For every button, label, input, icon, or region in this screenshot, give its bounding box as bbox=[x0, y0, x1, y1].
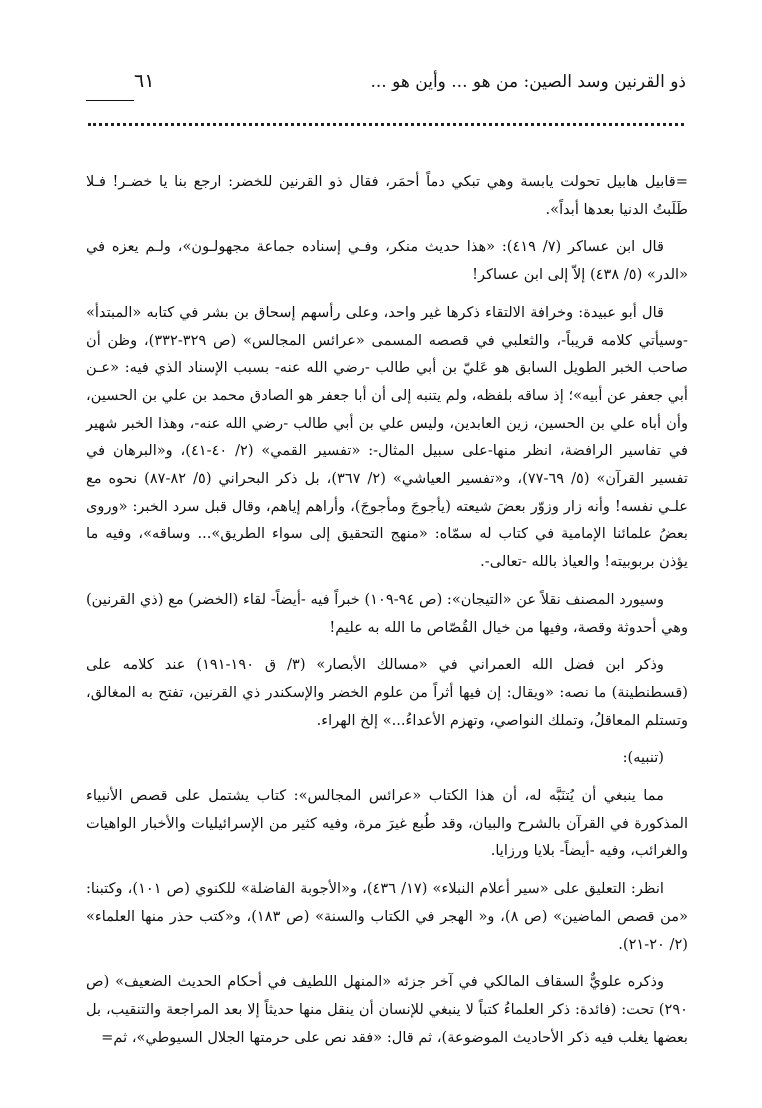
paragraph: مما ينبغي أن يُتنَبَّه له، أن هذا الكتاب «عرائس المجالس»: كتاب يشتمل على قصص الأنبياء المذكورة في القرآن بالشرح والبيان، وقد طُبع غيرَ مرة، وفيه كثير من الإسرائيليات والأخبار الواهيات والغرائب، وفيه -أيضاً- بلايا ورزايا. bbox=[86, 787, 688, 860]
page-number: ٦١ bbox=[134, 70, 155, 92]
paragraph: قال ابن عساكر (٧/ ٤١٩): «هذا حديث منكر، وفـي إسناده جماعة مجهولـون»، ولـم يعزه في «الدر» (٥/ ٤٣٨) إلاّ إلى ابن عساكر! bbox=[86, 238, 688, 284]
paragraph: =قابيل هابيل تحولت يابسة وهي تبكي دماً أحمَر، فقال ذو القرنين للخضر: ارجع بنا يا خضـر! فـلا طَلَبتُ الدنيا بعدها أبداً». bbox=[86, 173, 688, 218]
footnote-separator bbox=[88, 123, 684, 126]
page-number-rule bbox=[86, 100, 134, 101]
paragraph: انظر: التعليق على «سير أعلام النبلاء» (١٧/ ٤٣٦)، و«الأجوبة الفاضلة» للكنوي (ص ١٠١)، وكتبنا: «من قصص الماضين» (ص ٨)، و« الهجر في الكتاب والسنة» (ص ١٨٣)، و«كتب حذر منها العلماء» (٢/ ٢٠-٢١). bbox=[86, 880, 689, 953]
paragraph: وذكره علويٌّ السقاف المالكي في آخر جزئه «المنهل اللطيف في أحكام الحديث الضعيف» (ص ٢٩٠) تحت: (فائدة: ذكر العلماءُ كتباً لا ينبغي للإنسان أن ينقل منها حديثاً إلا بعد المراجعة والتنقيب، بل بعضها يغلب فيه ذكر الأحاديث الموضوعة)، ثم قال: «فقد نص على حرمتها الجلال السيوطي»، ثم= bbox=[86, 973, 688, 1046]
footnote-body bbox=[86, 168, 688, 1061]
note-heading: (تنبيه): bbox=[622, 749, 664, 767]
paragraph: وسيورد المصنف نقلاً عن «التيجان»: (ص ٩٤-١٠٩) خبراً فيه -أيضاً- لقاء (الخضر) مع (ذي القرنين) وهي أحدوثة وقصة، وفيها من خيال القُصّاص ما الله به عليم! bbox=[85, 590, 688, 636]
page-header bbox=[86, 70, 686, 106]
paragraph: قال أبو عبيدة: وخرافة الالتقاء ذكرها غير واحد، وعلى رأسهم إسحاق بن بشر في كتابه «المبتدأ» -وسيأتي كلامه قريباً-، والثعلبي في قصصه المسمى «عرائس المجالس» (ص ٣٢٩-٣٣٢)، وظن أن صاحب الخبر الطويل السابق هو عَليّ بن أبي طالب -رضي الله عنه- بسبب الإسناد الذي فيه: «عـن أبي جعفر عن أبيه»؛ إذ ساقه بلفظه، ولم يتنبه إلى أن أبا جعفر هو الصادق محمد بن علي بن الحسين، وأن أباه علي بن الحسين، زين العابدين، وليس علي بن أبي طالب -رضي الله عنه-، وهذا الخبر شهير في تفاسير الرافضة، انظر منها-على سبيل المثال-: «تفسير القمي» (٢/ ٤٠-٤١)، و«البرهان في تفسير القرآن» (٥/ ٦٩-٧٧)، و«تفسير العياشي» (٢/ ٣٦٧)، بل ذكر البحراني (٥/ ٨٢-٨٧) نحوه مع علـي نفسه! وأنه زار وزوّر بعضَ شيعته (يأجوجَ ومأجوجَ)، وأراهم إياهم، وقال قبل سرد الخبر: «وروى بعضُ علمائنا الإمامية في كتاب له سمّاه: «منهج التحقيق إلى سواء الطريق»... وساقه»، وفيه ما يؤذن بربوبيته! والعياذ بالله -تعالى-. bbox=[86, 303, 688, 571]
running-title: ذو القرنين وسد الصين: من هو ... وأين هو ... bbox=[370, 72, 686, 92]
paragraph: وذكر ابن فضل الله العمراني في «مسالك الأبصار» (٣/ ق ١٩٠-١٩١) عند كلامه على (قسطنطينة) ما نصه: «ويقال: إن فيها أثراً من علوم الخضر والإسكندر ذي القرنين، تفتح به المغالق، وتستلم المعاقلُ، وتملك النواصي، وتهزم الأعداءُ...» إلخ الهراء. bbox=[86, 656, 688, 729]
